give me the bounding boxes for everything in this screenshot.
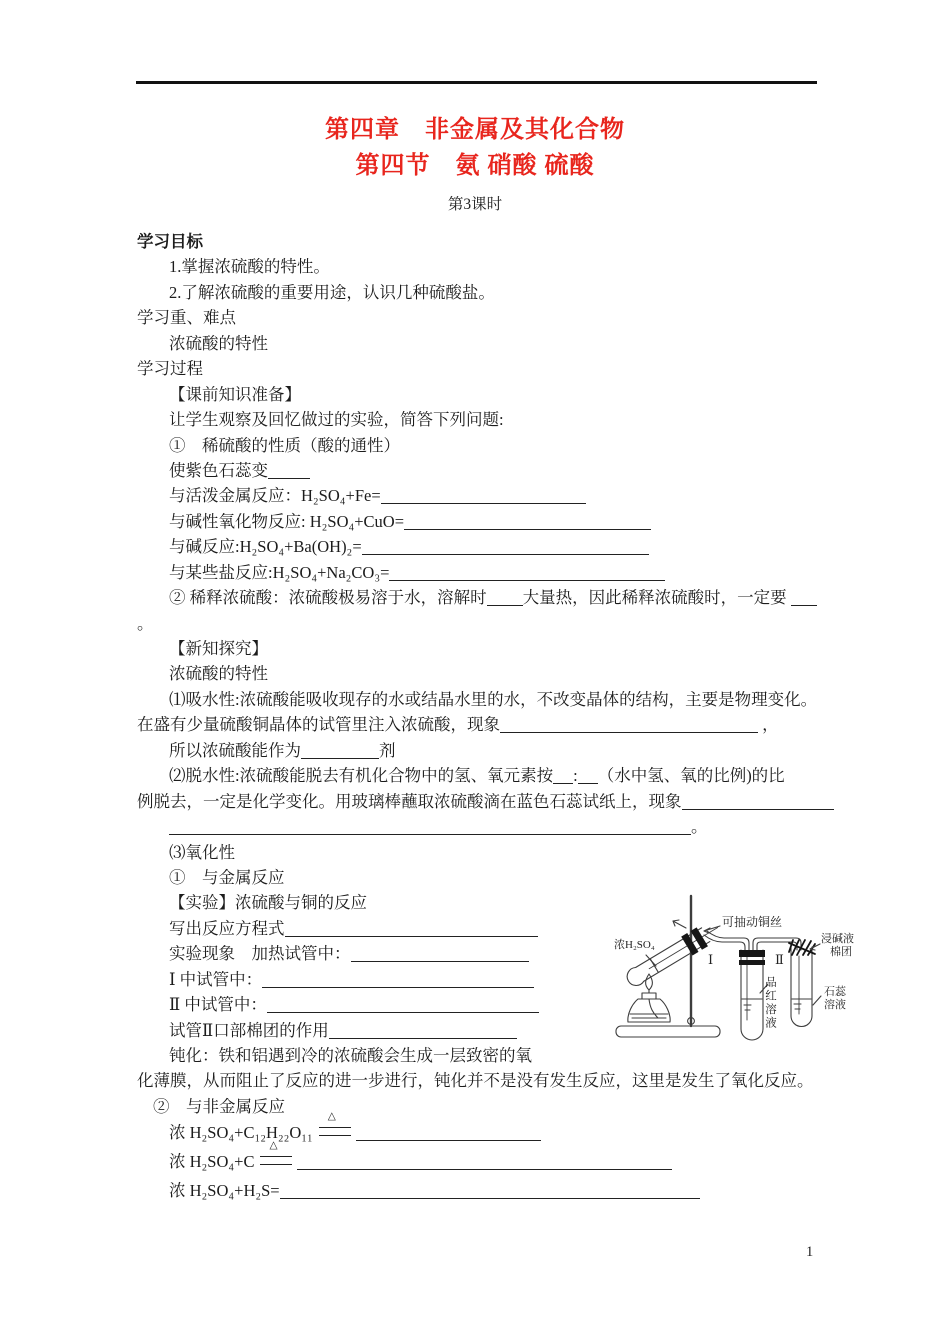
fill-in-blank [262, 974, 534, 988]
fill-in-blank [329, 1025, 517, 1039]
explore-heading: 【新知探究】 [169, 639, 268, 658]
header-rule [136, 81, 817, 84]
fill-in-blank [268, 465, 310, 479]
tube2-label: Ⅱ 中试管中： [169, 995, 267, 1015]
fill-in-blank [285, 923, 538, 937]
prep-intro: 让学生观察及回忆做过的实验，简答下列问题: [169, 410, 504, 430]
absorb-line-2-comma: ， [762, 715, 779, 735]
alkali-cotton-label-line1: 浸碱液 [821, 933, 854, 945]
goal-item-2: 2.了解浓硫酸的重要用途，认识几种硫酸盐。 [169, 282, 495, 302]
fill-in-blank [487, 592, 523, 606]
nonmetal-eq-2-formula: 浓 H₂SO₄+C [169, 1151, 255, 1171]
dehydrate-line-3 [137, 814, 837, 839]
fuchsin-solution-label: 品红溶液 [764, 976, 776, 1030]
salt-reaction-line [137, 560, 837, 585]
delta-symbol: △ [327, 1111, 336, 1123]
section-title: 第四节 氨 硝酸 硫酸 [355, 153, 595, 179]
phenomena-label: 实验现象 加热试管中： [169, 944, 351, 964]
fill-in-blank [389, 567, 665, 581]
dilute-text-pre: ② 稀释浓硫酸：浓硫酸极易溶于水，溶解时 [169, 588, 487, 608]
metal-reaction-formula: H₂SO₄+Fe= [301, 486, 381, 506]
metal-reaction-label: 与活泼金属反应： [169, 486, 301, 506]
page-number: 1 [806, 1244, 814, 1260]
litmus-solution-label [824, 986, 846, 1012]
fill-in-blank [381, 490, 586, 504]
dehydrate-text-post: （水中氢、氧的比例)的比 [597, 766, 785, 786]
chapter-title: 第四章 非金属及其化合物 [325, 117, 625, 143]
heated-equals-icon [260, 1139, 292, 1165]
explore-subheading: 浓硫酸的特性 [169, 664, 268, 684]
fill-in-blank [351, 948, 529, 962]
equation-label: 写出反应方程式 [169, 918, 285, 938]
oxide-reaction-label: 与碱性氧化物反应: [169, 511, 310, 531]
nonmetal-eq-3-formula: 浓 H₂SO₄+H₂S= [169, 1180, 280, 1200]
heated-equals-icon [319, 1111, 351, 1136]
absorb-line-3-text: 所以浓硫酸能作为 [169, 740, 301, 760]
fill-in-blank [297, 1156, 672, 1170]
fill-in-blank [280, 1185, 700, 1199]
absorb-line-3-suffix: 剂 [379, 740, 396, 760]
litmus-label: 使紫色石蕊变 [169, 460, 268, 480]
fill-in-blank [169, 821, 691, 835]
oxidize-heading: ⑶氧化性 [169, 842, 235, 862]
prep-heading: 【课前知识准备】 [169, 384, 301, 404]
acid-label: 浓H₂SO₄ [614, 939, 655, 951]
absorb-line-2 [137, 712, 837, 737]
copper-wire-label: 可抽动铜丝 [722, 915, 783, 929]
goal-item-1: 1.掌握浓硫酸的特性。 [169, 257, 330, 277]
litmus-solution-label-line1: 石蕊 [824, 986, 846, 998]
dilute-line [137, 585, 837, 610]
fill-in-blank [301, 745, 379, 759]
dehydrate-colon: : [573, 766, 578, 786]
process-heading: 学习过程 [137, 359, 203, 379]
with-metal-heading: ① 与金属反应 [169, 867, 285, 887]
litmus-solution-label-line2: 溶液 [824, 999, 846, 1011]
fill-in-blank [553, 770, 573, 784]
nonmetal-eq-2 [137, 1139, 837, 1177]
title-block [0, 112, 950, 216]
litmus-line [137, 458, 837, 483]
alkali-cotton-label [821, 933, 854, 959]
fill-in-blank [500, 719, 758, 733]
passivation-line-1: 钝化：铁和铝遇到冷的浓硫酸会生成一层致密的氧 [169, 1046, 532, 1065]
salt-reaction-label: 与某些盐反应: [169, 562, 273, 582]
base-reaction-line [137, 534, 837, 559]
alkali-cotton-label-line2: 棉团 [830, 946, 852, 958]
nonmetal-eq-1-formula: 浓 H₂SO₄+C₁₂H₂₂O₁₁ [169, 1123, 313, 1143]
metal-reaction-line [137, 483, 837, 508]
fill-in-blank [791, 592, 817, 606]
apparatus-drawing [592, 880, 884, 1070]
fill-in-blank [578, 770, 598, 784]
apparatus-diagram [592, 880, 884, 1070]
focus-content: 浓硫酸的特性 [169, 333, 268, 353]
experiment-heading: 【实验】浓硫酸与铜的反应 [169, 893, 367, 913]
passivation-line-2: 化薄膜，从而阻止了反应的进一步进行，钝化并不是没有发生反应，这里是发生了氧化反应。 [137, 1071, 814, 1091]
dilute-period-line: 。 [137, 613, 154, 633]
nonmetal-eq-1 [137, 1111, 837, 1148]
base-reaction-formula: H₂SO₄+Ba(OH)₂= [239, 537, 362, 557]
tube1-marker: Ⅰ [708, 952, 714, 967]
dehydrate-line-1 [137, 763, 837, 788]
dehydrate-text-pre: ⑵脱水性:浓硫酸能脱去有机化合物中的氢、氧元素按 [169, 766, 554, 786]
fill-in-blank [356, 1127, 541, 1141]
fill-in-blank [362, 541, 649, 555]
absorb-line-2-text: 在盛有少量硫酸铜晶体的试管里注入浓硫酸，现象 [137, 715, 500, 735]
dehydrate-line-3-period: 。 [691, 817, 708, 837]
nonmetal-eq-3 [137, 1177, 837, 1206]
dehydrate-line-2 [137, 789, 837, 814]
prep-question-1: ① 稀硫酸的性质（酸的通性） [169, 435, 400, 455]
absorb-line-1: ⑴吸水性:浓硫酸能吸收现存的水或结晶水里的水，不改变晶体的结构，主要是物理变化。 [169, 689, 818, 709]
cotton-function-label: 试管Ⅱ口部棉团的作用 [169, 1020, 329, 1040]
tube1-label: Ⅰ 中试管中： [169, 969, 263, 989]
absorb-line-3 [137, 738, 837, 763]
lesson-number: 第3课时 [447, 196, 503, 213]
base-reaction-label: 与碱反应: [169, 537, 240, 557]
delta-symbol: △ [269, 1139, 278, 1151]
with-nonmetal-heading: ② 与非金属反应 [153, 1096, 285, 1116]
fill-in-blank [267, 999, 539, 1013]
fill-in-blank [404, 516, 651, 530]
dilute-text-mid: 大量热，因此稀释浓硫酸时，一定要 [522, 588, 787, 608]
tube2-marker: Ⅱ [775, 952, 784, 967]
oxide-reaction-formula: H₂SO₄+CuO= [309, 511, 405, 531]
dehydrate-line-2-text: 例脱去，一定是化学变化。用玻璃棒蘸取浓硫酸滴在蓝色石蕊试纸上，现象 [137, 791, 682, 811]
focus-heading: 学习重、难点 [137, 308, 236, 328]
fill-in-blank [682, 796, 834, 810]
goals-heading: 学习目标 [137, 232, 203, 251]
oxide-reaction-line [137, 509, 837, 534]
salt-reaction-formula: H₂SO₄+Na₂CO₃= [272, 562, 390, 582]
